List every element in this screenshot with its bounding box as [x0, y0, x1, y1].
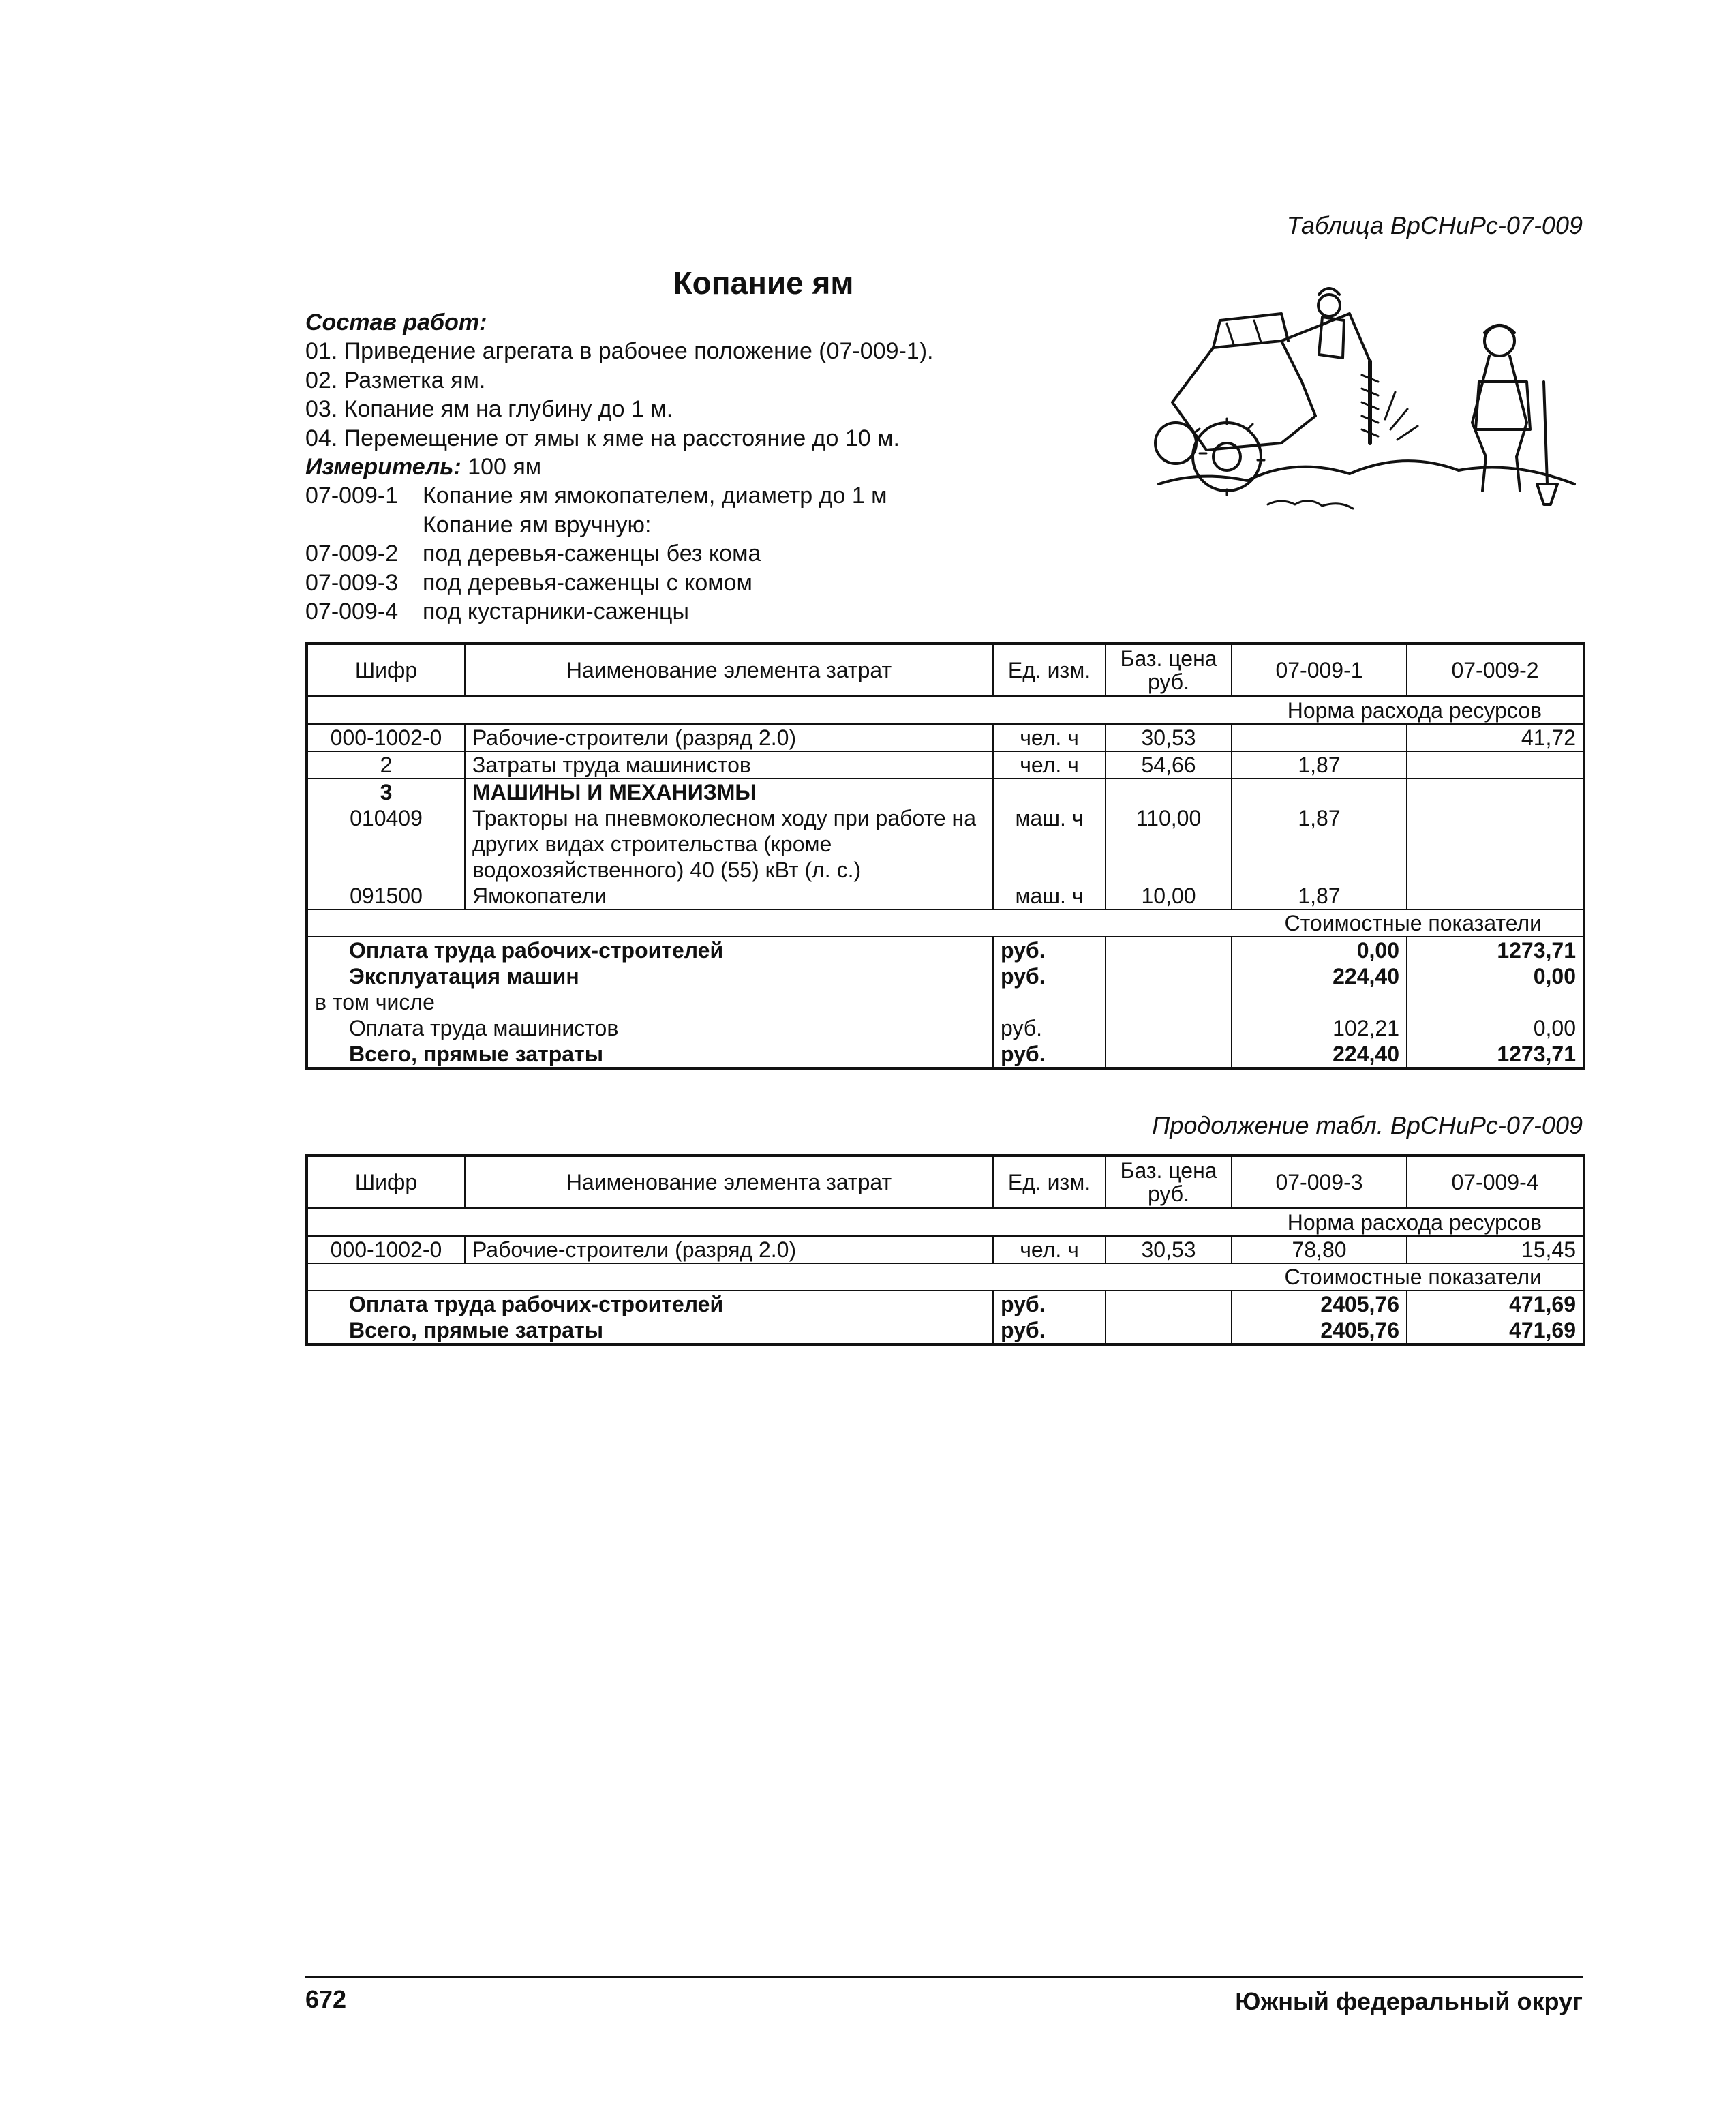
table-reference: Таблица ВрСНиРс-07-009: [1286, 211, 1583, 239]
row-code: 091500: [307, 883, 465, 909]
cost-value-1: 224,40: [1232, 1041, 1407, 1068]
meter-line: [305, 453, 934, 481]
cost-row: [307, 963, 1584, 989]
cost-table-2: [305, 1154, 1585, 1346]
cost-row: [307, 1317, 1584, 1344]
row-value-2: 15,45: [1407, 1236, 1584, 1263]
cost-name: Оплата труда машинистов: [307, 1015, 993, 1041]
cost-value-2: 0,00: [1407, 963, 1584, 989]
column-header: Ед. изм.: [993, 1156, 1106, 1209]
row-value-1: 1,87: [1232, 883, 1407, 909]
row-unit: [993, 779, 1106, 805]
cost-value-1: 102,21: [1232, 1015, 1407, 1041]
row-value-1: [1232, 724, 1407, 751]
cost-value-2: 1273,71: [1407, 1041, 1584, 1068]
variant-text: под деревья-саженцы без кома: [423, 541, 761, 567]
column-header: 07-009-1: [1232, 644, 1407, 697]
footer-region: Южный федеральный округ: [1235, 1987, 1583, 2015]
section-label: Стоимостные показатели: [307, 909, 1584, 937]
cost-price: [1106, 1041, 1232, 1068]
cost-price: [1106, 1015, 1232, 1041]
cost-price: [1106, 1317, 1232, 1344]
cost-unit: руб.: [993, 1317, 1106, 1344]
cost-value-1: 224,40: [1232, 963, 1407, 989]
work-item: 03. Копание ям на глубину до 1 м.: [305, 396, 673, 423]
cost-price: [1106, 963, 1232, 989]
row-code: 2: [307, 751, 465, 779]
cost-name: Всего, прямые затраты: [307, 1317, 993, 1344]
row-unit: чел. ч: [993, 1236, 1106, 1263]
table-row: [307, 751, 1584, 779]
page-number: 672: [305, 1985, 347, 2013]
row-unit: маш. ч: [993, 805, 1106, 883]
row-value-2: [1407, 805, 1584, 883]
table-row: [307, 883, 1584, 909]
variant-text: под кустарники-саженцы: [423, 599, 689, 625]
variant-item: [305, 569, 934, 597]
row-code: 3: [307, 779, 465, 805]
cost-value-2: 0,00: [1407, 1015, 1584, 1041]
section-row: [307, 697, 1584, 725]
row-value-2: [1407, 751, 1584, 779]
section-row: [307, 1209, 1584, 1237]
section-label: Стоимостные показатели: [307, 1263, 1584, 1291]
cost-row: [307, 937, 1584, 963]
column-header: 07-009-2: [1407, 644, 1584, 697]
cost-name: Всего, прямые затраты: [307, 1041, 993, 1068]
cost-value-2: 471,69: [1407, 1317, 1584, 1344]
cost-price: [1106, 1291, 1232, 1317]
table-row: [307, 1236, 1584, 1263]
cost-value-2: 1273,71: [1407, 937, 1584, 963]
section-label: Норма расхода ресурсов: [307, 697, 1584, 725]
variant-code: 07-009-3: [305, 569, 399, 596]
cost-row: [307, 1291, 1584, 1317]
cost-value-1: 2405,76: [1232, 1317, 1407, 1344]
row-name: Рабочие-строители (разряд 2.0): [465, 1236, 993, 1263]
row-value-1: 78,80: [1232, 1236, 1407, 1263]
variant-code: 07-009-2: [305, 541, 399, 567]
cost-value-2: [1407, 989, 1584, 1015]
work-item: 04. Перемещение от ямы к яме на расстояние до 10 м.: [305, 425, 900, 451]
table-row: [307, 779, 1584, 805]
cost-unit: руб.: [993, 1291, 1106, 1317]
column-header: Шифр: [307, 1156, 465, 1209]
row-name: Ямокопатели: [465, 883, 993, 909]
variant-item: [305, 511, 934, 539]
row-price: 54,66: [1106, 751, 1232, 779]
cost-value-1: 0,00: [1232, 937, 1407, 963]
table-header-row: [307, 644, 1584, 697]
row-code: 000-1002-0: [307, 724, 465, 751]
cost-unit: [993, 989, 1106, 1015]
variant-text: под деревья-саженцы с комом: [423, 569, 752, 596]
row-price: 110,00: [1106, 805, 1232, 883]
table-row: [307, 805, 1584, 883]
row-name: Затраты труда машинистов: [465, 751, 993, 779]
row-value-2: [1407, 779, 1584, 805]
row-unit: чел. ч: [993, 751, 1106, 779]
work-description: [305, 308, 934, 626]
row-unit: маш. ч: [993, 883, 1106, 909]
cost-row: [307, 989, 1584, 1015]
meter-label: Измеритель:: [305, 454, 461, 481]
cost-table-1: [305, 642, 1585, 1070]
cost-value-2: 471,69: [1407, 1291, 1584, 1317]
cost-price: [1106, 937, 1232, 963]
cost-value-1: [1232, 989, 1407, 1015]
row-value-1: [1232, 779, 1407, 805]
continuation-reference: Продолжение табл. ВрСНиРс-07-009: [1152, 1111, 1583, 1139]
variant-item: [305, 539, 934, 568]
section-row: [307, 909, 1584, 937]
column-header: Наименование элемента затрат: [465, 644, 993, 697]
footer-divider: [305, 1976, 1583, 1978]
section-label: Норма расхода ресурсов: [307, 1209, 1584, 1237]
column-header: Наименование элемента затрат: [465, 1156, 993, 1209]
cost-name: в том числе: [307, 989, 993, 1015]
variant-item: [305, 481, 934, 510]
table-header-row: [307, 1156, 1584, 1209]
column-header: Баз. цена руб.: [1106, 1156, 1232, 1209]
column-header: 07-009-3: [1232, 1156, 1407, 1209]
column-header: Ед. изм.: [993, 644, 1106, 697]
variant-code: 07-009-4: [305, 599, 399, 625]
column-header: Баз. цена руб.: [1106, 644, 1232, 697]
cost-unit: руб.: [993, 963, 1106, 989]
tractor-illustration: [1145, 280, 1581, 539]
row-code: 010409: [307, 805, 465, 883]
row-price: 30,53: [1106, 1236, 1232, 1263]
cost-row: [307, 1041, 1584, 1068]
column-header: 07-009-4: [1407, 1156, 1584, 1209]
section-row: [307, 1263, 1584, 1291]
cost-name: Оплата труда рабочих-строителей: [307, 1291, 993, 1317]
variant-text: Копание ям ямокопателем, диаметр до 1 м: [423, 483, 887, 509]
work-item: 01. Приведение агрегата в рабочее положение (07-009-1).: [305, 338, 934, 365]
row-price: [1106, 779, 1232, 805]
cost-price: [1106, 989, 1232, 1015]
row-value-1: 1,87: [1232, 751, 1407, 779]
column-header: Шифр: [307, 644, 465, 697]
cost-name: Оплата труда рабочих-строителей: [307, 937, 993, 963]
variant-text: Копание ям вручную:: [423, 511, 652, 538]
cost-row: [307, 1015, 1584, 1041]
row-code: 000-1002-0: [307, 1236, 465, 1263]
works-heading: Состав работ:: [305, 310, 487, 335]
cost-name: Эксплуатация машин: [307, 963, 993, 989]
row-value-2: 41,72: [1407, 724, 1584, 751]
page-title: Копание ям: [673, 265, 854, 301]
variant-code: 07-009-1: [305, 483, 399, 509]
table-row: [307, 724, 1584, 751]
variant-item: [305, 597, 934, 626]
cost-unit: руб.: [993, 1041, 1106, 1068]
cost-unit: руб.: [993, 937, 1106, 963]
row-name: МАШИНЫ И МЕХАНИЗМЫ: [465, 779, 993, 805]
meter-value: 100 ям: [461, 454, 542, 481]
cost-unit: руб.: [993, 1015, 1106, 1041]
row-price: 30,53: [1106, 724, 1232, 751]
row-name: Тракторы на пневмоколесном ходу при работе на других видах строительства (кроме водохозяйственного) 40 (55) кВт (л. с.): [465, 805, 993, 883]
work-item: 02. Разметка ям.: [305, 367, 486, 393]
cost-value-1: 2405,76: [1232, 1291, 1407, 1317]
row-unit: чел. ч: [993, 724, 1106, 751]
row-value-1: 1,87: [1232, 805, 1407, 883]
row-name: Рабочие-строители (разряд 2.0): [465, 724, 993, 751]
row-value-2: [1407, 883, 1584, 909]
row-price: 10,00: [1106, 883, 1232, 909]
